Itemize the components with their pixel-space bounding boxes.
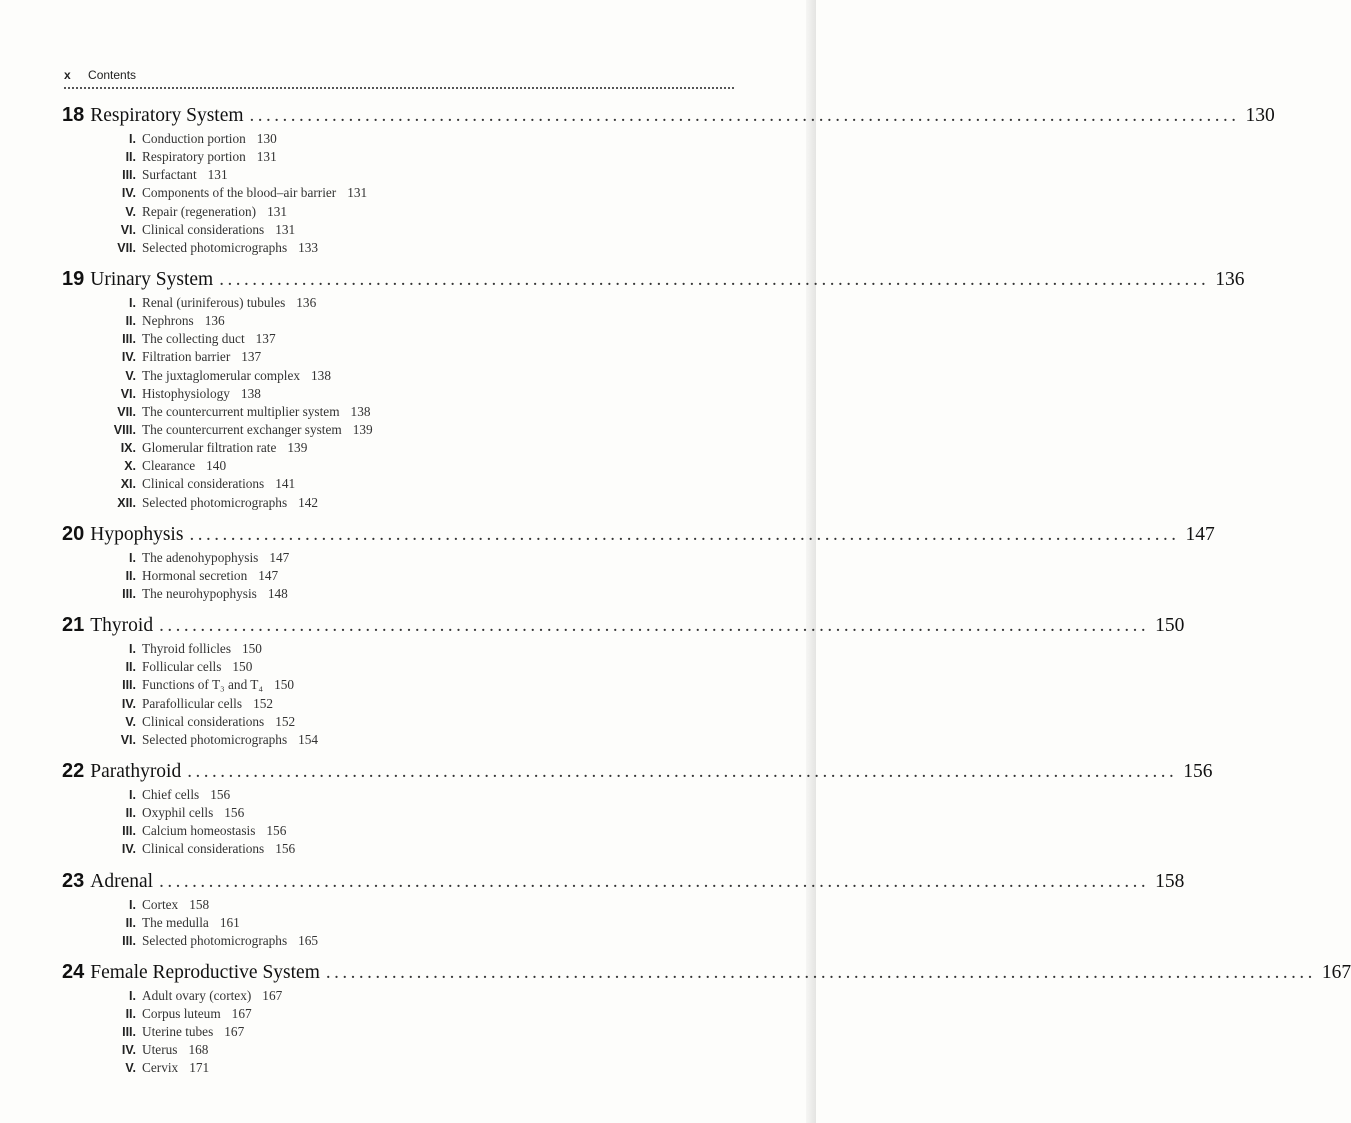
chapter-title: Hypophysis (90, 523, 184, 545)
toc-chapter (62, 869, 1185, 950)
chapter-page-number: 167 (1321, 961, 1351, 983)
section-list (62, 786, 736, 859)
section-title: Histophysiology (142, 385, 230, 401)
section-entry[interactable] (62, 731, 736, 749)
chapter-title: Adrenal (90, 870, 154, 892)
section-title: Calcium homeostasis (142, 823, 256, 839)
section-title: Selected photomicrographs (142, 731, 288, 747)
section-entry[interactable] (62, 184, 736, 202)
section-entry[interactable] (62, 367, 736, 385)
toc-chapter (62, 960, 1351, 1078)
section-page-number: 137 (241, 349, 262, 365)
section-entry[interactable] (62, 421, 736, 439)
section-entry[interactable] (62, 585, 736, 603)
dot-leader: ........................................................................................................................ (159, 615, 1150, 637)
dot-leader: ........................................................................................................................ (325, 961, 1316, 983)
section-title: The medulla (142, 914, 209, 930)
section-entry[interactable] (62, 896, 736, 914)
section-page-number: 150 (242, 641, 262, 657)
section-title: Surfactant (142, 167, 197, 183)
section-page-number: 167 (231, 1006, 252, 1022)
chapter-number: 19 (62, 267, 85, 290)
section-numeral: III. (122, 678, 136, 693)
section-entry[interactable] (62, 330, 736, 348)
section-title: Functions of T₃ and T₄ (142, 677, 264, 693)
section-entry[interactable] (62, 203, 736, 221)
section-entry[interactable] (62, 840, 736, 858)
page-edge-shadow (806, 0, 816, 1123)
section-entry[interactable] (62, 403, 736, 421)
section-numeral: II. (125, 314, 136, 329)
section-page-number: 147 (258, 567, 279, 583)
dot-leader: ........................................................................................................................ (159, 870, 1150, 892)
chapter-page-number: 136 (1215, 268, 1245, 290)
section-numeral: VII. (117, 404, 136, 419)
section-page-number: 165 (298, 932, 319, 948)
chapter-number: 22 (62, 759, 85, 782)
chapter-page-number: 158 (1155, 870, 1185, 892)
section-title: The countercurrent multiplier system (142, 403, 340, 419)
section-page-number: 158 (189, 896, 210, 912)
section-numeral: III. (122, 168, 136, 183)
section-entry[interactable] (62, 239, 736, 257)
section-numeral: II. (125, 150, 136, 165)
section-title: Selected photomicrographs (142, 494, 288, 510)
section-numeral: IX. (120, 441, 136, 456)
section-title: Cortex (142, 896, 179, 912)
section-numeral: III. (122, 933, 136, 948)
section-title: Chief cells (142, 786, 200, 802)
section-page-number: 152 (275, 713, 296, 729)
section-title: The neurohypophysis (142, 585, 257, 601)
section-page-number: 138 (240, 385, 261, 401)
section-page-number: 141 (275, 476, 296, 492)
section-numeral: VII. (117, 240, 136, 255)
section-title: Selected photomicrographs (142, 239, 288, 255)
chapter-heading[interactable] (62, 267, 1245, 294)
chapter-heading[interactable] (62, 869, 1185, 896)
chapter-title: Urinary System (90, 268, 214, 290)
section-numeral: IV. (121, 842, 136, 857)
section-entry[interactable] (62, 567, 736, 585)
section-page-number: 148 (267, 585, 288, 601)
section-numeral: II. (125, 806, 136, 821)
section-title: The juxtaglomerular complex (142, 367, 301, 383)
section-numeral: II. (125, 568, 136, 583)
section-entry[interactable] (62, 676, 736, 694)
section-title: Uterine tubes (142, 1024, 214, 1040)
section-title: The adenohypophysis (142, 549, 259, 565)
chapter-title: Female Reproductive System (90, 961, 320, 983)
section-list (62, 640, 736, 749)
section-page-number: 156 (210, 786, 231, 802)
section-page-number: 156 (275, 841, 296, 857)
section-numeral: III. (122, 824, 136, 839)
section-entry[interactable] (62, 130, 736, 148)
section-page-number: 156 (266, 823, 287, 839)
section-title: Cervix (142, 1060, 179, 1076)
toc-chapter (62, 104, 1275, 257)
section-entry[interactable] (62, 1023, 736, 1041)
section-numeral: XII. (117, 495, 136, 510)
section-page-number: 150 (232, 659, 253, 675)
section-numeral: I. (129, 132, 136, 146)
section-page-number: 131 (275, 221, 296, 237)
section-title: Filtration barrier (142, 349, 231, 365)
section-entry[interactable] (62, 1005, 736, 1023)
section-page-number: 154 (298, 731, 319, 747)
section-list (62, 896, 736, 950)
section-page-number: 133 (298, 239, 319, 255)
section-entry[interactable] (62, 932, 736, 950)
section-page-number: 140 (206, 458, 227, 474)
section-entry[interactable] (62, 987, 736, 1005)
section-numeral: IV. (121, 696, 136, 711)
section-title: Renal (uriniferous) tubules (142, 294, 286, 310)
section-title: Corpus luteum (142, 1006, 221, 1022)
section-title: Uterus (142, 1042, 178, 1058)
section-numeral: II. (125, 660, 136, 675)
section-entry[interactable] (62, 804, 736, 822)
section-page-number: 152 (253, 695, 274, 711)
section-page-number: 171 (189, 1060, 210, 1076)
section-list (62, 987, 736, 1078)
section-title: Selected photomicrographs (142, 932, 288, 948)
section-title: The countercurrent exchanger system (142, 421, 342, 437)
section-numeral: X. (124, 459, 136, 474)
section-page-number: 131 (347, 185, 368, 201)
chapter-heading[interactable] (62, 759, 1213, 786)
section-entry[interactable] (62, 822, 736, 840)
section-list (62, 130, 736, 257)
chapter-page-number: 130 (1245, 105, 1275, 126)
section-numeral: I. (129, 988, 136, 1003)
section-title: Conduction portion (142, 131, 246, 146)
section-entry[interactable] (62, 1059, 736, 1077)
section-page-number: 137 (255, 331, 276, 347)
section-page-number: 138 (311, 367, 331, 383)
section-page-number: 147 (269, 549, 290, 565)
section-title: Nephrons (142, 313, 194, 329)
section-list (62, 549, 736, 603)
section-numeral: I. (129, 787, 136, 802)
section-page-number: 139 (352, 421, 373, 437)
section-title: Parafollicular cells (142, 695, 243, 711)
chapter-title: Respiratory System (90, 105, 244, 126)
section-page-number: 138 (350, 403, 371, 419)
section-numeral: VI. (120, 732, 136, 747)
section-list (62, 294, 736, 512)
header-dotted-rule (64, 87, 734, 89)
section-numeral: III. (122, 1025, 136, 1040)
chapter-title: Thyroid (90, 615, 154, 637)
section-page-number: 161 (219, 914, 240, 930)
section-page-number: 168 (188, 1042, 209, 1058)
section-numeral: III. (122, 586, 136, 601)
section-page-number: 139 (287, 440, 308, 456)
section-numeral: I. (129, 642, 136, 657)
dot-leader: ........................................................................................................................ (187, 760, 1178, 782)
section-entry[interactable] (62, 549, 736, 567)
toc-chapter (62, 267, 1245, 512)
toc-chapter (62, 759, 1213, 859)
section-entry[interactable] (62, 475, 736, 493)
chapter-page-number: 150 (1155, 615, 1185, 637)
chapter-heading[interactable] (62, 614, 1185, 640)
section-entry[interactable] (62, 148, 736, 166)
section-page-number: 131 (267, 203, 288, 219)
section-title: Thyroid follicles (142, 641, 231, 657)
section-page-number: 156 (224, 805, 245, 821)
running-head-title: Contents (88, 68, 137, 82)
section-numeral: VI. (120, 222, 136, 237)
section-entry[interactable] (62, 385, 736, 403)
section-page-number: 131 (207, 167, 228, 183)
section-page-number: 167 (224, 1024, 245, 1040)
section-title: Respiratory portion (142, 149, 246, 165)
section-entry[interactable] (62, 494, 736, 512)
chapter-number: 18 (62, 104, 85, 126)
section-numeral: IV. (121, 1043, 136, 1058)
section-numeral: V. (125, 368, 136, 383)
section-numeral: II. (125, 1007, 136, 1022)
section-numeral: V. (125, 204, 136, 219)
section-entry[interactable] (62, 166, 736, 184)
section-entry[interactable] (62, 914, 736, 932)
section-numeral: XI. (120, 477, 136, 492)
section-numeral: IV. (121, 350, 136, 365)
section-entry[interactable] (62, 695, 736, 713)
chapter-heading[interactable] (62, 960, 1351, 987)
section-numeral: V. (125, 714, 136, 729)
section-entry[interactable] (62, 640, 736, 658)
section-entry[interactable] (62, 221, 736, 239)
section-title: Clinical considerations (142, 713, 265, 729)
section-page-number: 131 (256, 149, 277, 165)
section-entry[interactable] (62, 658, 736, 676)
section-page-number: 142 (298, 494, 319, 510)
running-head (64, 68, 136, 82)
section-title: Clinical considerations (142, 841, 265, 857)
toc-chapter (62, 522, 1215, 603)
section-title: Hormonal secretion (142, 567, 248, 583)
section-title: Clearance (142, 458, 196, 474)
section-numeral: I. (129, 897, 136, 912)
table-of-contents (62, 104, 1351, 1089)
chapter-number: 20 (62, 522, 85, 545)
section-page-number: 136 (296, 294, 317, 310)
section-numeral: VI. (120, 386, 136, 401)
section-page-number: 136 (204, 313, 225, 329)
section-entry[interactable] (62, 439, 736, 457)
section-page-number: 167 (262, 987, 283, 1003)
section-entry[interactable] (62, 786, 736, 804)
section-title: Clinical considerations (142, 221, 265, 237)
dot-leader: ........................................................................................................................ (249, 105, 1240, 126)
section-title: Components of the blood–air barrier (142, 185, 337, 201)
chapter-number: 21 (62, 614, 85, 637)
section-entry[interactable] (62, 1041, 736, 1059)
section-page-number: 150 (274, 677, 295, 693)
toc-chapter (62, 614, 1185, 749)
section-title: Repair (regeneration) (142, 203, 257, 219)
chapter-number: 24 (62, 960, 85, 983)
section-numeral: I. (129, 550, 136, 565)
section-title: Oxyphil cells (142, 805, 214, 821)
section-page-number: 130 (256, 131, 277, 146)
section-entry[interactable] (62, 457, 736, 475)
chapter-page-number: 147 (1185, 523, 1215, 545)
section-title: Clinical considerations (142, 476, 265, 492)
section-entry[interactable] (62, 348, 736, 366)
section-title: The collecting duct (142, 331, 245, 347)
dot-leader: ........................................................................................................................ (219, 268, 1210, 290)
chapter-title: Parathyroid (90, 760, 182, 782)
section-entry[interactable] (62, 312, 736, 330)
section-entry[interactable] (62, 294, 736, 312)
chapter-number: 23 (62, 869, 85, 892)
section-title: Adult ovary (cortex) (142, 987, 252, 1003)
chapter-page-number: 156 (1183, 760, 1213, 782)
section-entry[interactable] (62, 713, 736, 731)
section-numeral: V. (125, 1061, 136, 1076)
section-numeral: II. (125, 915, 136, 930)
running-head-page-number: x (64, 68, 71, 82)
section-title: Follicular cells (142, 659, 222, 675)
section-numeral: I. (129, 295, 136, 310)
dot-leader: ........................................................................................................................ (189, 523, 1180, 545)
section-numeral: VIII. (113, 422, 136, 437)
chapter-heading[interactable] (62, 104, 1275, 130)
section-numeral: III. (122, 332, 136, 347)
section-title: Glomerular filtration rate (142, 440, 277, 456)
chapter-heading[interactable] (62, 522, 1215, 549)
section-numeral: IV. (121, 186, 136, 201)
